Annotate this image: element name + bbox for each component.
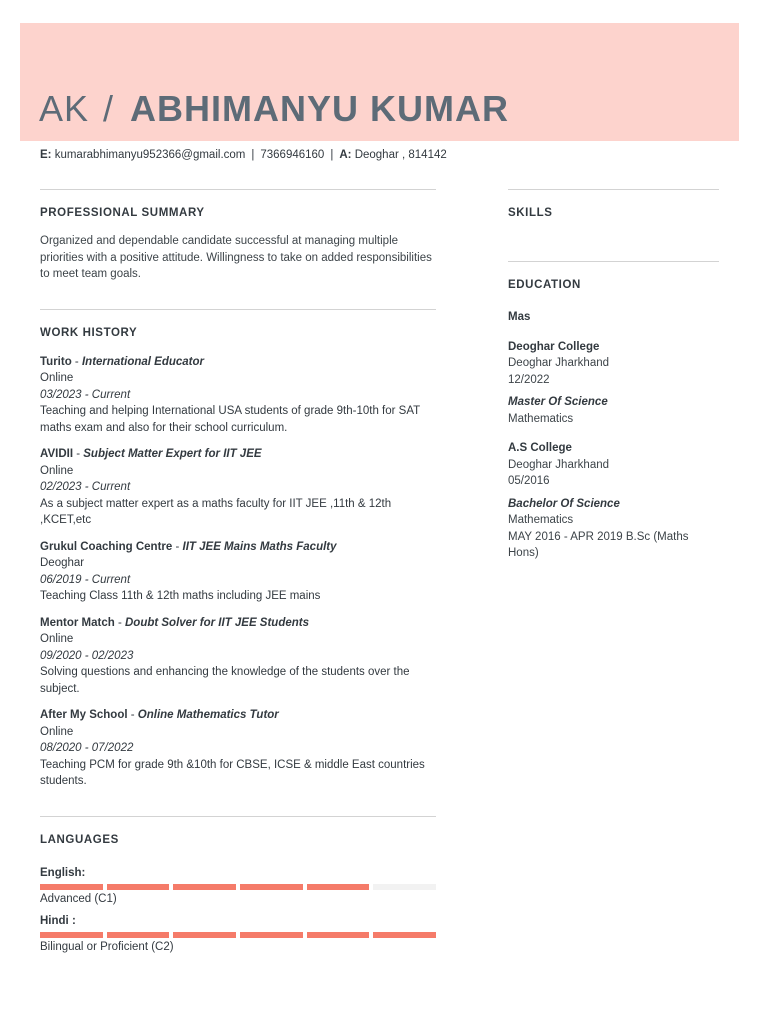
language-level-bar xyxy=(40,884,436,890)
job-header xyxy=(40,446,436,463)
job-dash: - xyxy=(172,540,183,553)
job-location: Deoghar xyxy=(40,557,85,569)
contact-line xyxy=(40,149,447,161)
job-dates: 09/2020 - 02/2023 xyxy=(40,649,134,662)
level-segment xyxy=(40,932,103,938)
phone-value[interactable]: 7366946160 xyxy=(260,149,325,161)
job-header xyxy=(40,354,436,371)
language-label: English xyxy=(40,866,82,879)
section-divider xyxy=(508,189,719,190)
language-level: Advanced (C1) xyxy=(40,892,117,905)
summary-text: Organized and dependable candidate successful at managing multiple priorities with a positive attitude. Willingness to take on added responsibilities to meet team goals. xyxy=(40,235,432,280)
level-segment xyxy=(107,932,170,938)
job-role: International Educator xyxy=(81,355,205,368)
work-history-title: WORK HISTORY xyxy=(40,326,138,339)
job-location: Online xyxy=(40,464,74,477)
education-entry xyxy=(508,440,719,562)
job-dates: 06/2019 - Current xyxy=(40,573,131,586)
degree-details: MAY 2016 - APR 2019 B.Sc (Maths Hons) xyxy=(508,530,689,559)
level-segment xyxy=(173,932,236,938)
job-company: Turito xyxy=(40,355,72,368)
level-segment xyxy=(240,932,303,938)
initials: AK xyxy=(39,88,90,129)
language-level: Bilingual or Proficient (C2) xyxy=(40,940,174,953)
level-segment xyxy=(40,884,103,890)
job-role: Doubt Solver for IIT JEE Students xyxy=(124,616,310,629)
name-heading xyxy=(39,88,509,130)
job-entry xyxy=(40,615,436,698)
level-segment xyxy=(373,932,436,938)
graduation-date: 05/2016 xyxy=(508,475,550,487)
job-description: As a subject matter expert as a maths faculty for IIT JEE ,11th & 12th ,KCET,etc xyxy=(40,497,392,526)
level-segment xyxy=(240,884,303,890)
job-description: Teaching Class 11th & 12th maths including JEE mains xyxy=(40,590,321,602)
contact-divider: | xyxy=(330,149,334,161)
job-role: Online Mathematics Tutor xyxy=(137,709,279,721)
language-colon: : xyxy=(81,866,86,879)
school-name: Deoghar College xyxy=(508,340,600,353)
education-top-degree: Mas xyxy=(508,311,531,323)
school-name: A.S College xyxy=(508,442,572,454)
job-header xyxy=(40,615,436,632)
full-name: ABHIMANYU KUMAR xyxy=(130,88,510,129)
level-segment xyxy=(107,884,170,890)
section-divider xyxy=(508,261,719,262)
degree-name: Bachelor Of Science xyxy=(508,497,620,510)
contact-divider: | xyxy=(251,149,255,161)
job-company: Mentor Match xyxy=(40,616,115,629)
languages-title: LANGUAGES xyxy=(40,833,119,846)
address-label: A: xyxy=(339,149,352,161)
graduation-date: 12/2022 xyxy=(508,373,550,386)
email-label: E: xyxy=(40,149,52,161)
job-dates: 02/2023 - Current xyxy=(40,481,131,493)
school-location: Deoghar Jharkhand xyxy=(508,357,610,369)
section-divider xyxy=(40,189,436,190)
education-entry xyxy=(508,339,719,428)
job-dates: 03/2023 - Current xyxy=(40,388,131,401)
name-separator: / xyxy=(103,88,115,129)
job-company: AVIDII xyxy=(40,448,74,460)
job-description: Solving questions and enhancing the knowledge of the students over the subject. xyxy=(40,666,410,695)
school-location: Deoghar Jharkhand xyxy=(508,458,610,471)
job-dash: - xyxy=(127,709,138,721)
education-list xyxy=(508,339,719,562)
summary-title: PROFESSIONAL SUMMARY xyxy=(40,207,205,219)
job-entry xyxy=(40,707,436,790)
degree-field: Mathematics xyxy=(508,514,574,526)
job-company: After My School xyxy=(40,709,128,721)
job-location: Online xyxy=(40,633,74,645)
right-column xyxy=(508,189,719,562)
level-segment xyxy=(173,884,236,890)
skills-title: SKILLS xyxy=(508,207,553,219)
job-description: Teaching PCM for grade 9th &10th for CBSE, ICSE & middle East countries students. xyxy=(40,758,425,787)
degree-field: Mathematics xyxy=(508,412,574,425)
level-segment xyxy=(373,884,436,890)
language-name xyxy=(40,913,436,929)
level-segment xyxy=(307,884,370,890)
job-role: Subject Matter Expert for IIT JEE xyxy=(83,448,262,460)
section-divider xyxy=(40,816,436,817)
job-dash: - xyxy=(71,355,82,368)
job-list xyxy=(40,354,436,790)
email-value[interactable]: kumarabhimanyu952366@gmail.com xyxy=(54,149,246,161)
job-location: Online xyxy=(40,725,74,738)
job-dates: 08/2020 - 07/2022 xyxy=(40,742,134,754)
job-description: Teaching and helping International USA students of grade 9th-10th for SAT maths exam and also for their school curriculum. xyxy=(40,405,420,434)
language-name xyxy=(40,865,436,881)
address-value: Deoghar , 814142 xyxy=(354,149,447,161)
job-location: Online xyxy=(40,372,74,384)
language-entry xyxy=(40,913,436,955)
level-segment xyxy=(307,932,370,938)
education-title: EDUCATION xyxy=(508,279,581,291)
section-divider xyxy=(40,309,436,310)
job-entry xyxy=(40,539,436,605)
degree-name: Master Of Science xyxy=(508,396,608,408)
job-company: Grukul Coaching Centre xyxy=(40,540,173,553)
job-role: IIT JEE Mains Maths Faculty xyxy=(182,540,337,553)
language-list xyxy=(40,865,436,955)
job-dash: - xyxy=(73,448,84,460)
left-column xyxy=(40,189,436,955)
language-entry xyxy=(40,865,436,907)
job-dash: - xyxy=(114,616,125,629)
language-colon: : xyxy=(68,914,76,927)
job-header xyxy=(40,539,436,556)
language-level-bar xyxy=(40,932,436,938)
job-header xyxy=(40,707,436,724)
job-entry xyxy=(40,354,436,437)
job-entry xyxy=(40,446,436,529)
language-label: Hindi xyxy=(40,914,69,927)
